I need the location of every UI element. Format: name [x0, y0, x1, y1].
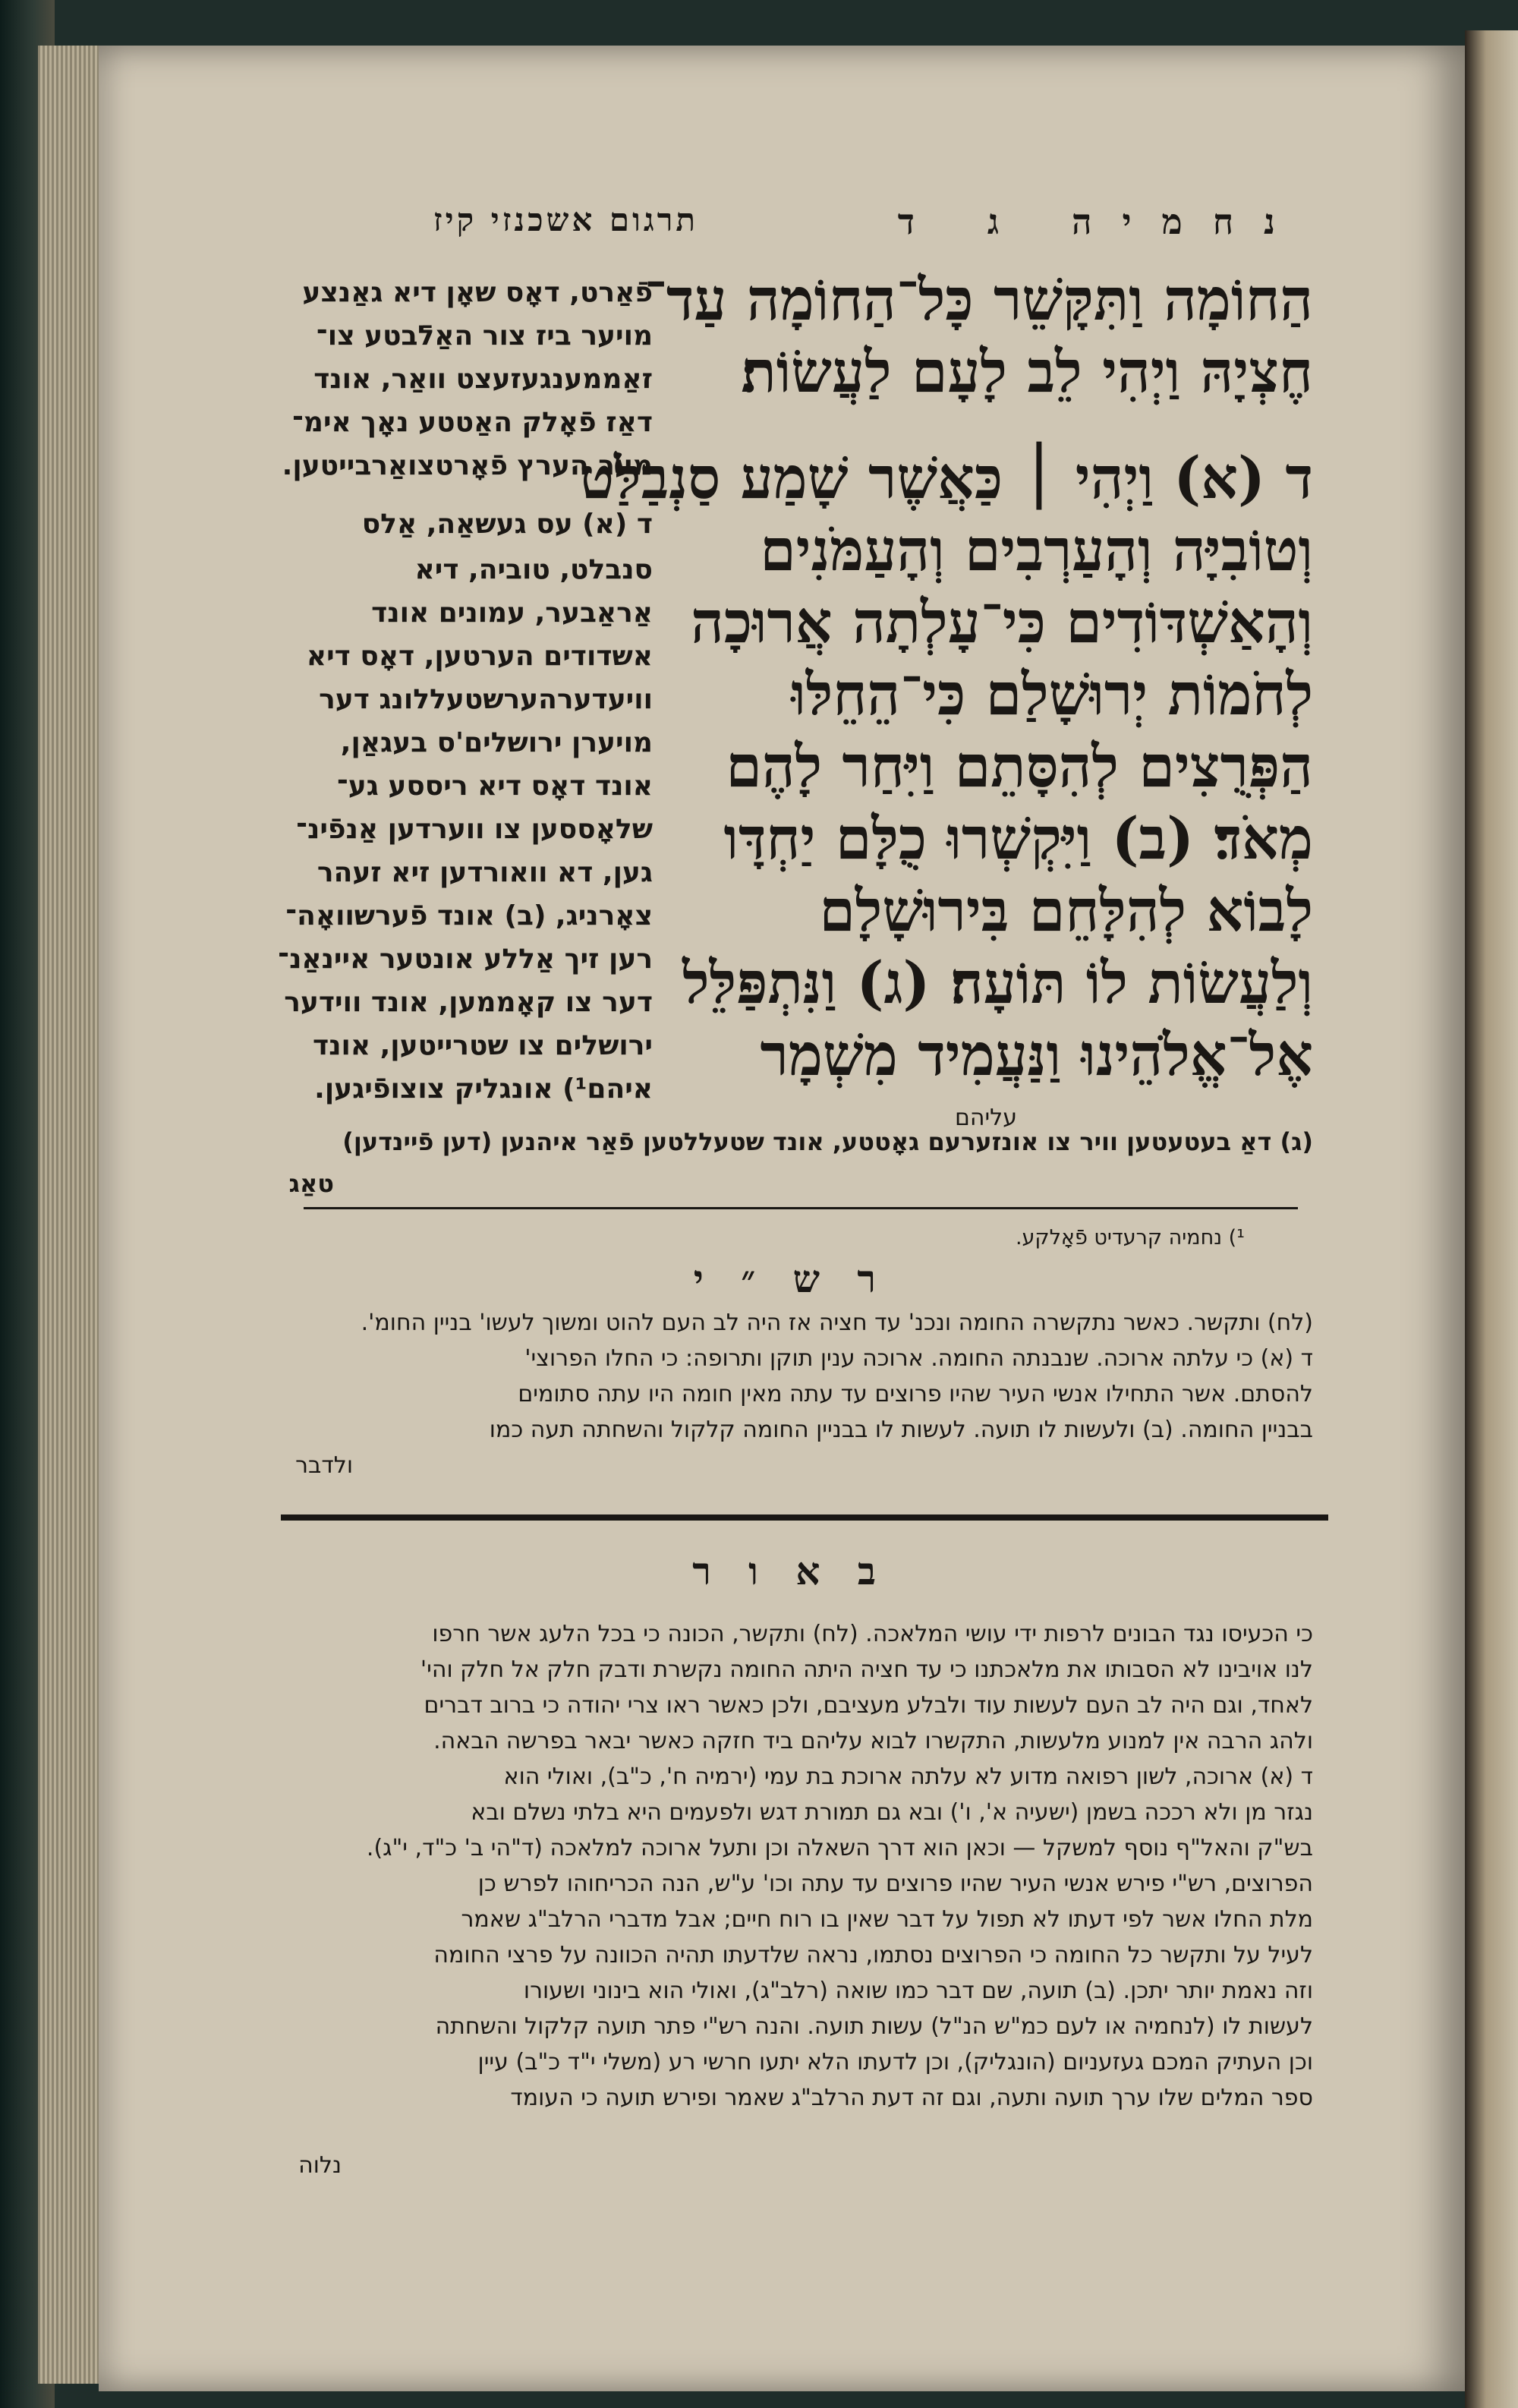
translation-line: ד (א) עס געשאַה, אַלס [361, 509, 653, 540]
biur-line: בש"ק והאל"ף נוסף למשקל — וכאן הוא דרך השאלה וכן ותעל ארוכה למלאכה (ד"הי ב' כ"ד, י"ג). [366, 1835, 1313, 1861]
biur-line: לעיל על ותקשר כל החומה כי הפרוצים נסתמו, נראה שלדעתו תהיה הכוונה על פרצי החומה [433, 1942, 1313, 1968]
biur-line: נלוה [298, 2152, 342, 2179]
translation-line: דער צו קאָממען, אונד ווידער [284, 987, 653, 1018]
translation-line: מער הערץ פֿאָרטצואַרבייטען. [282, 450, 653, 481]
translation-line: פֿאַרט, דאָס שאָן דיא גאַנצע [302, 277, 653, 308]
main-text-line: וְהָאַשְׁדּוֹדִים כִּי־עָלְתָה אֲרוּכָה [691, 588, 1313, 656]
translation-line: איהם¹) אונגליק צוצופֿיגען. [314, 1073, 653, 1105]
main-text-line: ד (א) וַיְהִי ׀ כַּאֲשֶׁר שָׁמַע סַנְבַלַּט [579, 444, 1313, 512]
translation-line: שלאָססען צו ווערדען אַנפֿינ־ [296, 814, 653, 845]
biur-line: וכן העתיק המכם געזעניום (הונגליק), וכן לדעתו הלא יתעו חרשי רע (משלי י"ד כ"ב) עיין [477, 2049, 1313, 2075]
translation-line: מויער ביז צור האַלֿבטע צו־ [316, 320, 653, 351]
translation-line: סנבלט, טוביה, דיא [414, 554, 653, 585]
biur-line: לאחד, וגם היה לב העם לעשות עוד ולבלע מעציבם, ולכן כאשר ראו צרי יהודה כי ברוב דברים [424, 1692, 1313, 1719]
biur-line: וזה נאמת יותר יתכן. (ב) תועה, שם דבר כמו שואה (רלב"ג), ואולי הוא בינוני ושעורו [523, 1978, 1313, 2004]
main-text-line: וְלַעֲשׂוֹת לוֹ תּוֹעָה׃ (ג) וַנִּתְפַּלֵּל [682, 949, 1313, 1016]
footnote: ¹) נחמיה קרעדיט פֿאָלקע. [1015, 1226, 1245, 1250]
biur-heading: ב א ו ר [692, 1549, 888, 1593]
rashi-line: ד (א) כי עלתה ארוכה. שנבנתה החומה. ארוכה ענין תוקן ותרופה: כי החלו הפרוצי' [524, 1345, 1313, 1372]
page-edges [38, 46, 106, 2384]
biur-line: הפרוצים, רש"י פירש אנשי העיר שהיו פרוצים עד עתה וכו' ע"ש, הנה הכריחוהו לפרש כן [477, 1871, 1313, 1897]
main-text-line: מְאֹד׃ (ב) וַיִּקְשְׁרוּ כֻלָּם יַחְדָּו [723, 805, 1313, 872]
rashi-heading: ר ש ״ י [693, 1256, 888, 1301]
translation-line: אשדודים הערטען, דאָס דיא [306, 641, 653, 672]
main-text-line: אֶל־אֱלֹהֵינוּ וַנַּעֲמִיד מִשְׁמָר [760, 1021, 1313, 1089]
rashi-line: ולדבר [295, 1452, 353, 1479]
biur-line: לעשות לו (לנחמיה או לעם כמ"ש הנ"ל) עשות תועה. והנה רש"י פתר תועה קלקול והשחתה [435, 2013, 1313, 2040]
biur-line: ד (א) ארוכה, לשון רפואה מדוע לא עלתה ארוכת בת עמי (ירמיה ח', כ"ב), ואולי הוא [503, 1763, 1313, 1790]
translation-line: ירושלים צו שטרייטען, אונד [313, 1030, 653, 1061]
book-page [99, 46, 1465, 2391]
translation-line: אַראַבער, עמונים אונד [371, 597, 653, 629]
biur-line: נגזר מן ולא רככה בשמן (ישעיה א', ו') ובא גם תמורת דגש ולפעמים היא בלתי נשלם ובא [471, 1799, 1313, 1826]
translation-line: זאַממענגעזעצט וואַר, אונד [313, 364, 653, 395]
main-text-line: הַחוֹמָה וַתִּקָּשֵׁר כָּל־הַחוֹמָה עַד־ [644, 266, 1313, 333]
verse-gimel-translation: (ג) דאַ בעטעטען וויר צו אונזערעם גאָטטע, אונד שטעללטען פֿאַר איהנען (דען פֿיינדען) [342, 1127, 1313, 1156]
adjacent-page-edge [1465, 30, 1518, 2408]
translation-line: וויעדערהערשטעללונג דער [319, 684, 653, 715]
translation-line: אונד דאָס דיא ריססע גע־ [336, 771, 653, 802]
main-text-line: חֶצְיָהּ וַיְהִי לֵב לָעָם לַעֲשׂוֹת׃ [741, 338, 1313, 405]
rashi-line: בבניין החומה. (ב) ולעשות לו תועה. לעשות לו בבניין החומה קלקול והשחתה תעה כמו [489, 1417, 1313, 1443]
translation-catchword: טאַג [288, 1169, 334, 1198]
biur-line: ולהג הרבה אין למנוע מלעשות, התקשרו לבוא עליהם ביד חזקה כאשר יבאר בפרשה הבאה. [433, 1728, 1313, 1754]
running-title-left: נחמיה ג ד [897, 201, 1305, 242]
rashi-line: להסתם. אשר התחילו אנשי העיר שהיו פרוצים עד עתה מאין חומה היו עתה סתומים [518, 1381, 1313, 1407]
main-text-line: וְטוֹבִיָּה וְהָעַרְבִים וְהָעַמֹּנִים [760, 516, 1313, 584]
catchword: עליהם [954, 1105, 1017, 1131]
biur-line: כי הכעיסו נגד הבונים לרפות ידי עושי המלאכה. (לח) ותקשר, הכונה כי בכל הלעג אשר חרפו [432, 1621, 1313, 1647]
running-title-right: תרגום אשכנזי קיז [433, 201, 698, 238]
translation-line: צאָרניג, (ב) אונד פֿערשוואָה־ [285, 900, 653, 931]
translation-line: רען זיך אַללע אונטער איינאַנ־ [278, 944, 653, 975]
footnote-rule [304, 1207, 1298, 1209]
rashi-line: (לח) ותקשר. כאשר נתקשרה החומה ונכנ' עד חציה אז היה לב העם להוט ומשוך לעשו' בניין החומ'. [361, 1310, 1313, 1336]
translation-line: גען, דא וואורדען זיא זעהר [317, 857, 653, 888]
main-text-line: לְחֹמוֹת יְרוּשָׁלַם כִּי־הֵחֵלּוּ [791, 660, 1313, 728]
main-text-line: הַפְּרֻצִים לְהִסָּתֵם וַיִּחַר לָהֶם [726, 733, 1313, 800]
section-rule [281, 1514, 1328, 1521]
translation-line: מויערן ירושלים'ס בעגאַן, [340, 727, 653, 758]
main-text-line: לָבוֹא לְהִלָּחֵם בִּירוּשָׁלָם [819, 877, 1313, 944]
biur-line: לנו אויבינו לא הסבותו את מלאכתנו כי עד חציה היתה החומה נקשרת ודבק חלק אל חלק והי' [420, 1656, 1313, 1683]
biur-line: ספר המלים שלו ערך תועה ותעה, וגם זה דעת הרלב"ג שאמר ופירש תועה כי העומד [510, 2085, 1313, 2111]
biur-line: מלת החלו אשר לפי דעתו לא תפול על דבר שאין בו רוח חיים; אבל מדברי הרלב"ג שאמר [461, 1906, 1313, 1933]
translation-line: דאַז פֿאָלק האַטטע נאָך אימ־ [291, 407, 653, 438]
